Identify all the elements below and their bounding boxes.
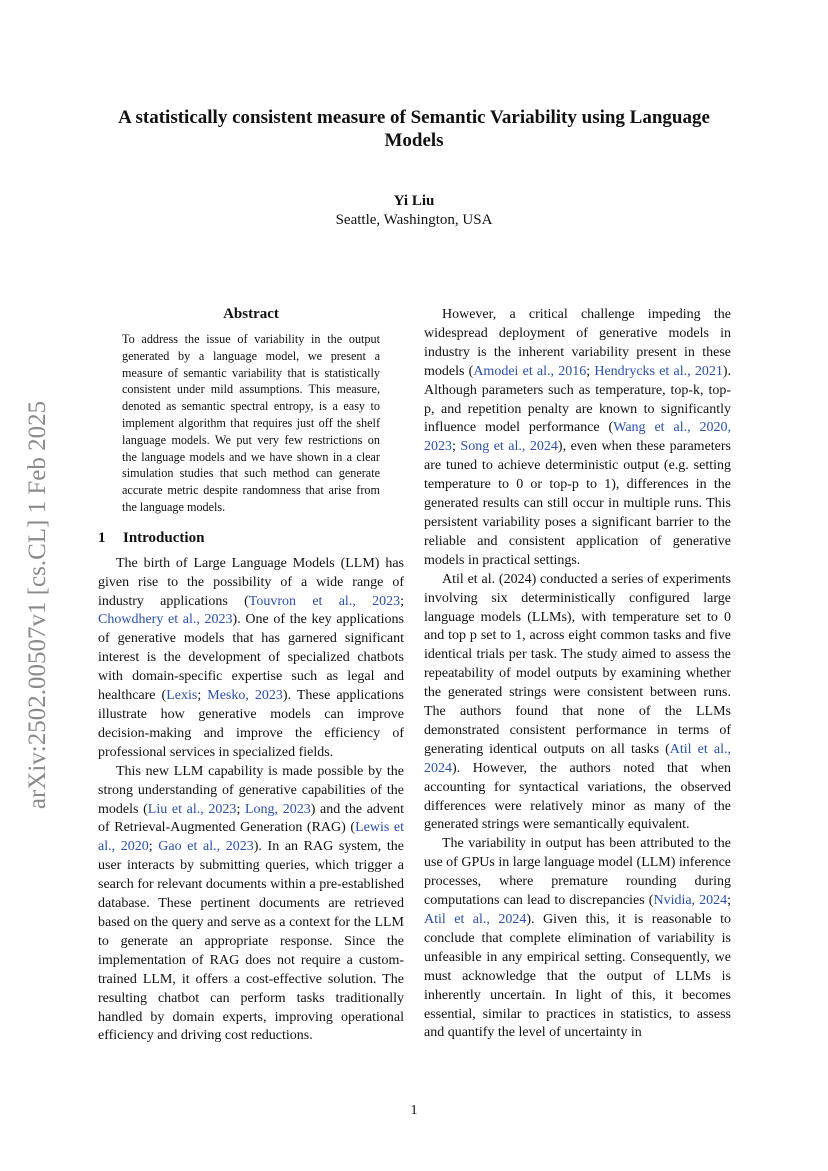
- author-affiliation: Seattle, Washington, USA: [335, 212, 493, 228]
- section-number: 1: [98, 529, 106, 546]
- page-number: 1: [410, 1103, 418, 1118]
- arxiv-identifier-text: arXiv:2502.00507v1 [cs.CL] 1 Feb 2025: [24, 400, 51, 810]
- intro-paragraph-4: Atil et al. (2024) conducted a series of experiments involving six deterministically configured large language models (LLMs), with temperature set to 0 and top p set to 1, across eight common tasks and five identical trials per task. The study aimed to assess the repeatability of model outputs by examining whether the generated strings were consistent between runs. The authors found that none of the LLMs demonstrated consistent performance in terms of generating identical outputs on all tasks (Atil et al., 2024). However, the authors noted that when accounting for syntactical variations, the observed differences were relatively minor as many of the generated strings were semantically equivalent.: [424, 571, 731, 833]
- intro-paragraph-2: This new LLM capability is made possible by the strong understanding of generative capabilities of the models (Liu et al., 2023; Long, 2023) and the advent of Retrieval-Augmented Generation (RAG) (Lewis et al., 2020; Gao et al., 2023). In an RAG system, the user interacts by submitting queries, which trigger a search for relevant documents within a pre-established database. These pertinent documents are retrieved based on the query and serve as a context for the LLM to generate an appropriate response. Since the implementation of RAG does not require a custom-trained LLM, it offers a cost-effective solution. The resulting chatbot can perform tasks traditionally handled by domain experts, improving operational efficiency and driving cost reductions.: [98, 763, 405, 1044]
- citation-link[interactable]: Mesko, 2023: [207, 688, 283, 704]
- citation-link[interactable]: Liu et al., 2023: [147, 801, 237, 817]
- arxiv-identifier: [16, 360, 60, 850]
- intro-paragraph-1: The birth of Large Language Models (LLM) has given rise to the possibility of a wide range of industry applications (Touvron et al., 2023; Chowdhery et al., 2023). One of the key applications of generative models that has garnered significant interest is the development of specialized chatbots with domain-specific expertise such as legal and healthcare (Lexis; Mesko, 2023). These applications illustrate how generative models can improve decision-making and improve the efficiency of professional services in specialized fields.: [98, 555, 405, 760]
- citation-link[interactable]: Atil et al., 2024: [424, 741, 731, 776]
- citation-link[interactable]: Amodei et al., 2016: [473, 363, 587, 379]
- citation-link[interactable]: Wang et al., 2020, 2023: [424, 420, 731, 455]
- citation-link[interactable]: Hendrycks et al., 2021: [594, 363, 723, 379]
- left-column: [98, 306, 404, 1046]
- citation-link[interactable]: Atil et al., 2024: [424, 912, 527, 927]
- citation-link[interactable]: Song et al., 2024: [460, 439, 558, 455]
- author-name: Yi Liu: [393, 193, 435, 209]
- citation-link[interactable]: Nvidia, 2024: [653, 893, 728, 909]
- right-column: [424, 306, 731, 1043]
- abstract-heading: Abstract: [223, 306, 279, 322]
- citation-link[interactable]: Gao et al., 2023: [158, 839, 254, 855]
- abstract-text: To address the issue of variability in the output generated by a language model, we present a measure of semantic variability that is statistically consistent under mild assumptions. This measure, denoted as semantic spectral entropy, is a easy to implement algorithm that requires just off the shelf language models. We put very few restrictions on the language models and we have shown in a clear simulation studies that such method can generate accurate metric despite randomness that arise from the language models.: [122, 332, 380, 514]
- citation-link[interactable]: Lewis et al., 2020: [98, 820, 404, 855]
- intro-paragraph-5: The variability in output has been attributed to the use of GPUs in large language model (LLM) inference processes, where premature rounding during computations can lead to discrepancies (Nvidia, 2024; Atil et al., 2024). Given this, it is reasonable to conclude that complete elimination of variability is unfeasible in any empirical setting. Consequently, we must acknowledge that the output of LLMs is inherently uncertain. In light of this, it becomes essential, similar to practices in statistics, to assess and quantify the level of uncertainty in: [424, 836, 732, 1041]
- citation-link[interactable]: Touvron et al., 2023: [248, 593, 401, 609]
- citation-link[interactable]: Lexis: [166, 688, 198, 704]
- paper-title: A statistically consistent measure of Semantic Variability using Language Models: [118, 107, 710, 151]
- section-title: Introduction: [123, 529, 205, 546]
- intro-paragraph-3: However, a critical challenge impeding the widespread deployment of generative models in industry is the inherent variability present in these models (Amodei et al., 2016; Hendrycks et al., 2021). Although parameters such as temperature, top-k, top-p, and repetition penalty are known to significantly influence model performance (Wang et al., 2020, 2023; Song et al., 2024), even when these parameters are tuned to achieve deterministic output (e.g. setting temperature to 0 or top-p to 1), differences in the generated results can still occur in multiple runs. This persistent variability poses a significant barrier to the reliable and consistent application of generative models in practical settings.: [424, 307, 732, 568]
- citation-link[interactable]: Long, 2023: [245, 801, 311, 817]
- section-heading-introduction: [98, 530, 404, 547]
- citation-link[interactable]: Chowdhery et al., 2023: [98, 612, 233, 628]
